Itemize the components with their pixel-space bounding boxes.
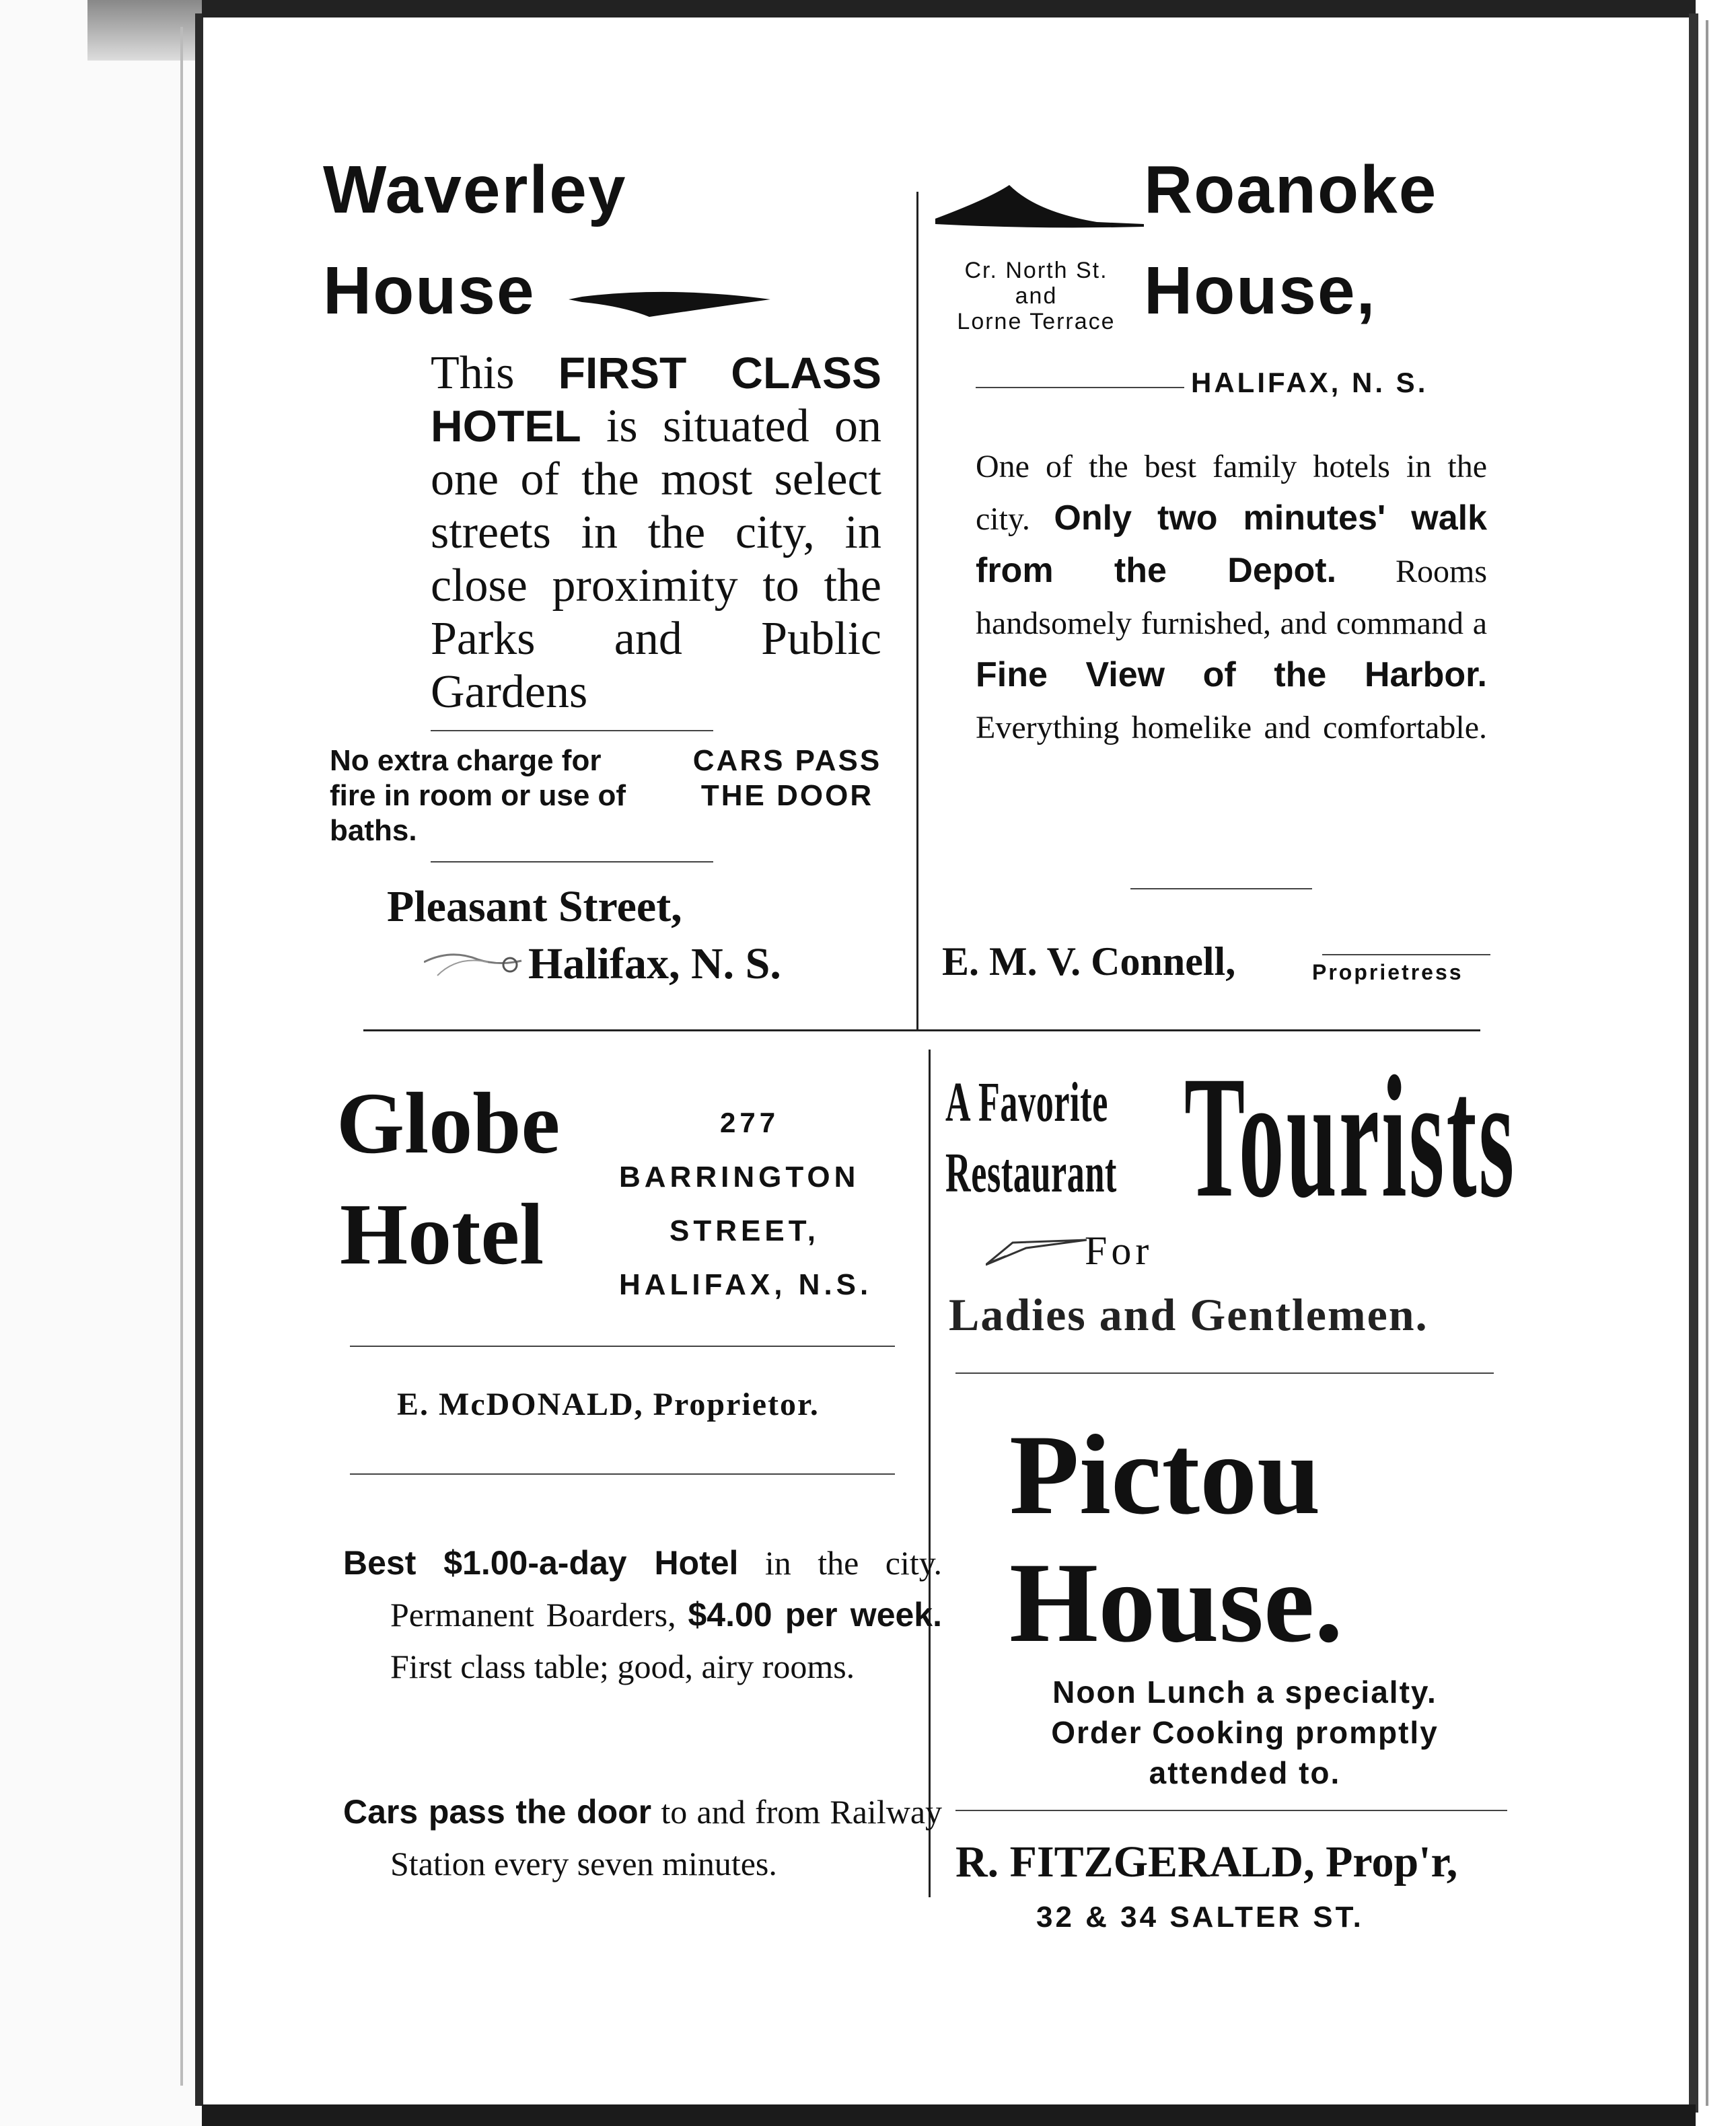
pictou-address: 32 & 34 SALTER ST. <box>1036 1901 1364 1934</box>
roanoke-body-2: Rooms handsomely furnished, and command a <box>976 554 1487 641</box>
waverley-title-line2: House <box>323 253 536 328</box>
bottom-scan-edge <box>202 2104 1696 2126</box>
globe-title-line2: Hotel <box>340 1186 544 1283</box>
pictou-line2: Order Cooking promptly <box>1051 1715 1439 1750</box>
roanoke-city: HALIFAX, N. S. <box>1191 367 1428 398</box>
pictou-proprietor: R. FITZGERALD, Prop'r, <box>955 1837 1458 1886</box>
pictou-description <box>962 1672 1527 1793</box>
pictou-title-line1: Pictou <box>1009 1412 1321 1538</box>
waverley-extra-charge-note: No extra charge for fire in room or use of baths. <box>330 744 626 847</box>
waverley-title-line1: Waverley <box>323 152 627 227</box>
globe-rates-bold-1: Best $1.00-a-day Hotel <box>343 1544 739 1582</box>
globe-rule-1 <box>350 1346 895 1347</box>
roanoke-rule-1 <box>1130 888 1312 889</box>
binding-edge <box>195 13 203 2106</box>
globe-rates-paragraph <box>343 1537 942 1693</box>
globe-cars-text: to and from Railway Station every seven minutes. <box>390 1793 943 1882</box>
globe-rates-bold-2: $4.00 per week. <box>688 1596 943 1634</box>
waverley-body-post: is situated on one of the most select streets in the city, in close proximity to the Parks and Public Gardens <box>431 400 881 718</box>
pictou-title-line2: House. <box>1009 1539 1343 1666</box>
roanoke-address-line1: Cr. North St. <box>964 258 1108 283</box>
restaurant-tagline: Ladies and Gentlemen. <box>949 1289 1428 1340</box>
roanoke-address-line2: and <box>1015 283 1058 309</box>
roanoke-body-3: Everything homelike and comfortable. <box>976 710 1487 745</box>
roanoke-address-line3: Lorne Terrace <box>957 309 1116 334</box>
column-divider-bottom <box>929 1050 931 1897</box>
horizontal-divider-middle <box>363 1029 1480 1031</box>
top-scan-edge <box>202 0 1696 17</box>
restaurant-line2: Restaurant <box>945 1142 1118 1204</box>
waverley-rule-1 <box>431 730 713 731</box>
globe-rates-text-1: in the city. Permanent Boarders, <box>390 1544 942 1634</box>
waverley-rule-2 <box>431 861 713 863</box>
waverley-body-pre: This <box>431 347 558 399</box>
globe-title-line1: Globe <box>336 1075 560 1172</box>
swoosh-ornament-icon <box>569 279 770 320</box>
waverley-city: Halifax, N. S. <box>528 939 781 988</box>
waverley-cars-note: CARS PASS THE DOOR <box>692 744 882 812</box>
globe-city: HALIFAX, N.S. <box>619 1268 873 1301</box>
arrow-ornament-icon <box>986 1235 1087 1268</box>
globe-cars-bold: Cars pass the door <box>343 1793 652 1831</box>
restaurant-for: For <box>1085 1229 1153 1273</box>
globe-street-line2: STREET, <box>670 1214 820 1247</box>
roanoke-body-1: One of the best family hotels in the city. <box>976 449 1487 537</box>
roanoke-proprietor: E. M. V. Connell, <box>942 939 1236 984</box>
roanoke-title-line1: Roanoke <box>1144 152 1438 227</box>
right-scan-edge-inner <box>1706 20 1708 2106</box>
pictou-line1: Noon Lunch a specialty. <box>1052 1675 1437 1710</box>
globe-rule-2 <box>350 1473 895 1475</box>
roanoke-title-line2: House, <box>1144 253 1377 328</box>
roanoke-description <box>976 441 1487 754</box>
globe-proprietor: E. McDONALD, Proprietor. <box>397 1387 820 1422</box>
right-scan-edge <box>1689 13 1698 2113</box>
waverley-body-bold: FIRST CLASS HOTEL <box>431 348 881 451</box>
roanoke-address <box>929 258 1144 334</box>
pictou-line3: attended to. <box>1149 1755 1341 1790</box>
page-corner-shadow <box>87 0 202 61</box>
roanoke-body-bold-2: Fine View of the Harbor. <box>976 655 1487 694</box>
globe-street-number: 277 <box>720 1107 780 1138</box>
roanoke-proprietor-role: Proprietress <box>1312 960 1463 984</box>
globe-street-line1: BARRINGTON <box>619 1161 860 1194</box>
roanoke-city-wave-rule <box>976 387 1184 388</box>
book-edge <box>0 0 202 2126</box>
restaurant-line1: A Favorite <box>945 1071 1108 1134</box>
roanoke-rule-2 <box>1322 954 1490 955</box>
tourists-rule <box>955 1372 1494 1374</box>
globe-rates-text-2: First class table; good, airy rooms. <box>390 1648 855 1685</box>
pictou-rule <box>955 1810 1507 1811</box>
waverley-description <box>431 346 881 719</box>
column-divider-top <box>916 192 918 1029</box>
restaurant-tourists-heading: Tourists <box>1184 1040 1517 1234</box>
globe-cars-paragraph <box>343 1786 942 1890</box>
waverley-street: Pleasant Street, <box>387 882 682 931</box>
flourish-ornament-icon <box>424 942 525 982</box>
page-edge-line <box>180 27 183 2086</box>
roanoke-body-bold-1: Only two minutes' walk from the Depot. <box>976 499 1487 590</box>
swoosh-ornament-icon <box>935 185 1144 232</box>
